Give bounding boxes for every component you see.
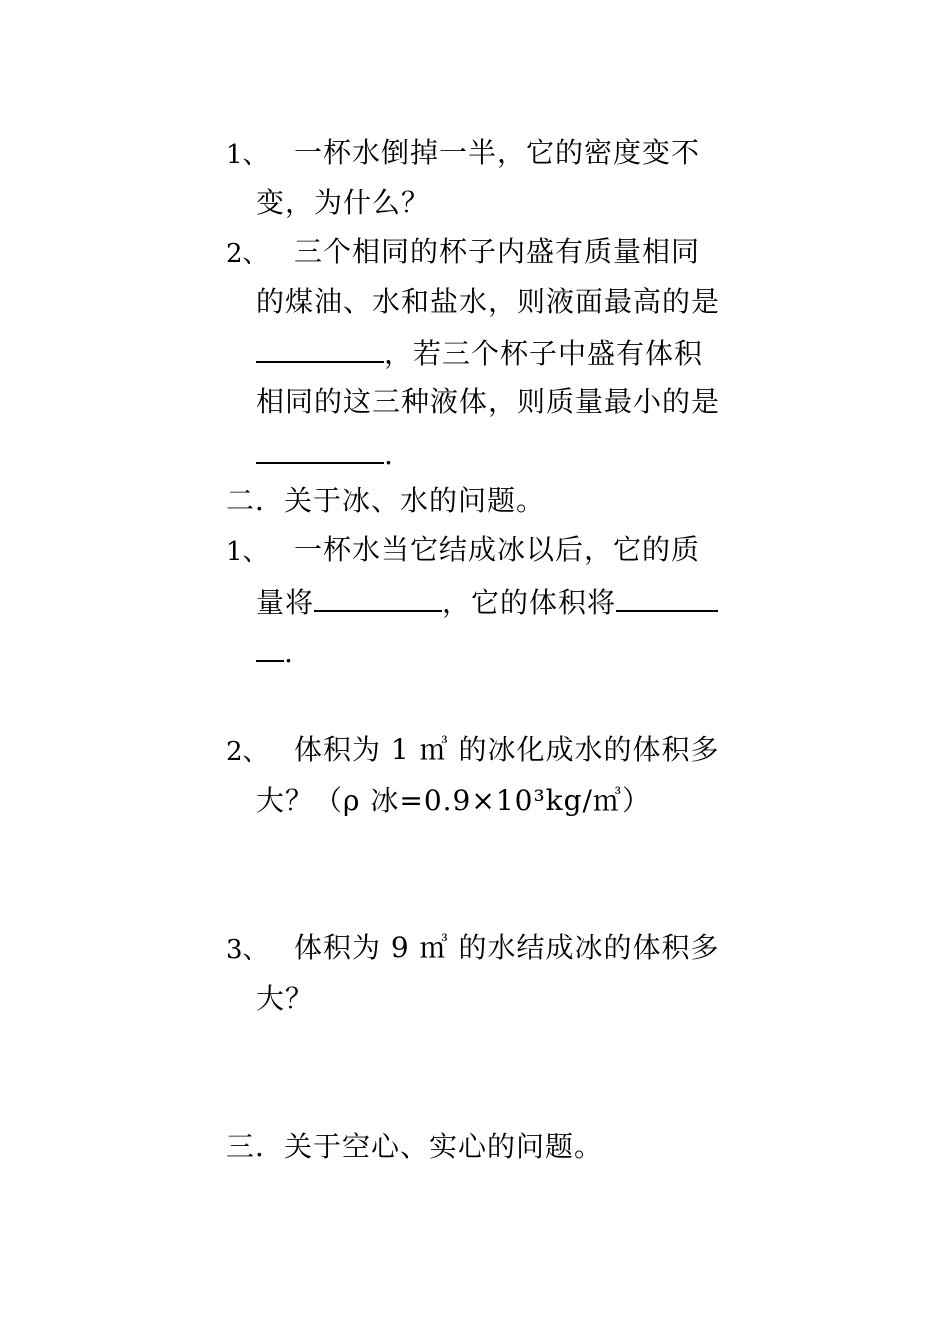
question-text-fragment: . bbox=[284, 636, 294, 669]
question-text bbox=[256, 335, 703, 371]
question-number: 1、 bbox=[226, 537, 269, 567]
question-text: 三个相同的杯子内盛有质量相同 bbox=[294, 235, 701, 268]
answer-blank[interactable] bbox=[256, 634, 284, 662]
answer-blank[interactable] bbox=[314, 584, 442, 612]
question-text: 变，为什么？ bbox=[256, 186, 431, 219]
question-text-fragment: 量将 bbox=[256, 586, 315, 619]
question-text-fragment: . bbox=[384, 438, 394, 471]
question-text bbox=[256, 634, 294, 670]
question-text-fragment: ，它的体积将 bbox=[442, 586, 617, 619]
question-text bbox=[256, 584, 718, 620]
question-text: 体积为 1 ㎥ 的冰化成水的体积多 bbox=[294, 733, 720, 766]
question-text: 体积为 9 ㎥ 的水结成冰的体积多 bbox=[294, 931, 720, 964]
question-text: 大？（ρ 冰=0.9×10³kg/㎥） bbox=[256, 784, 651, 817]
answer-blank[interactable] bbox=[616, 584, 718, 612]
section-heading: 二．关于冰、水的问题。 bbox=[226, 484, 546, 517]
question-text: 一杯水倒掉一半，它的密度变不 bbox=[294, 136, 701, 169]
answer-blank[interactable] bbox=[256, 335, 384, 363]
section-heading: 三．关于空心、实心的问题。 bbox=[226, 1130, 604, 1163]
question-text-fragment: ，若三个杯子中盛有体积 bbox=[384, 337, 704, 370]
question-text: 大？ bbox=[256, 982, 315, 1015]
question-number: 3、 bbox=[226, 935, 269, 965]
question-text bbox=[256, 436, 394, 472]
question-text: 的煤油、水和盐水，则液面最高的是 bbox=[256, 285, 721, 318]
question-number: 2、 bbox=[226, 239, 269, 269]
question-number: 1、 bbox=[226, 140, 269, 170]
answer-blank[interactable] bbox=[256, 436, 384, 464]
question-text: 一杯水当它结成冰以后，它的质 bbox=[294, 533, 701, 566]
question-number: 2、 bbox=[226, 737, 269, 767]
question-text: 相同的这三种液体，则质量最小的是 bbox=[256, 385, 721, 418]
